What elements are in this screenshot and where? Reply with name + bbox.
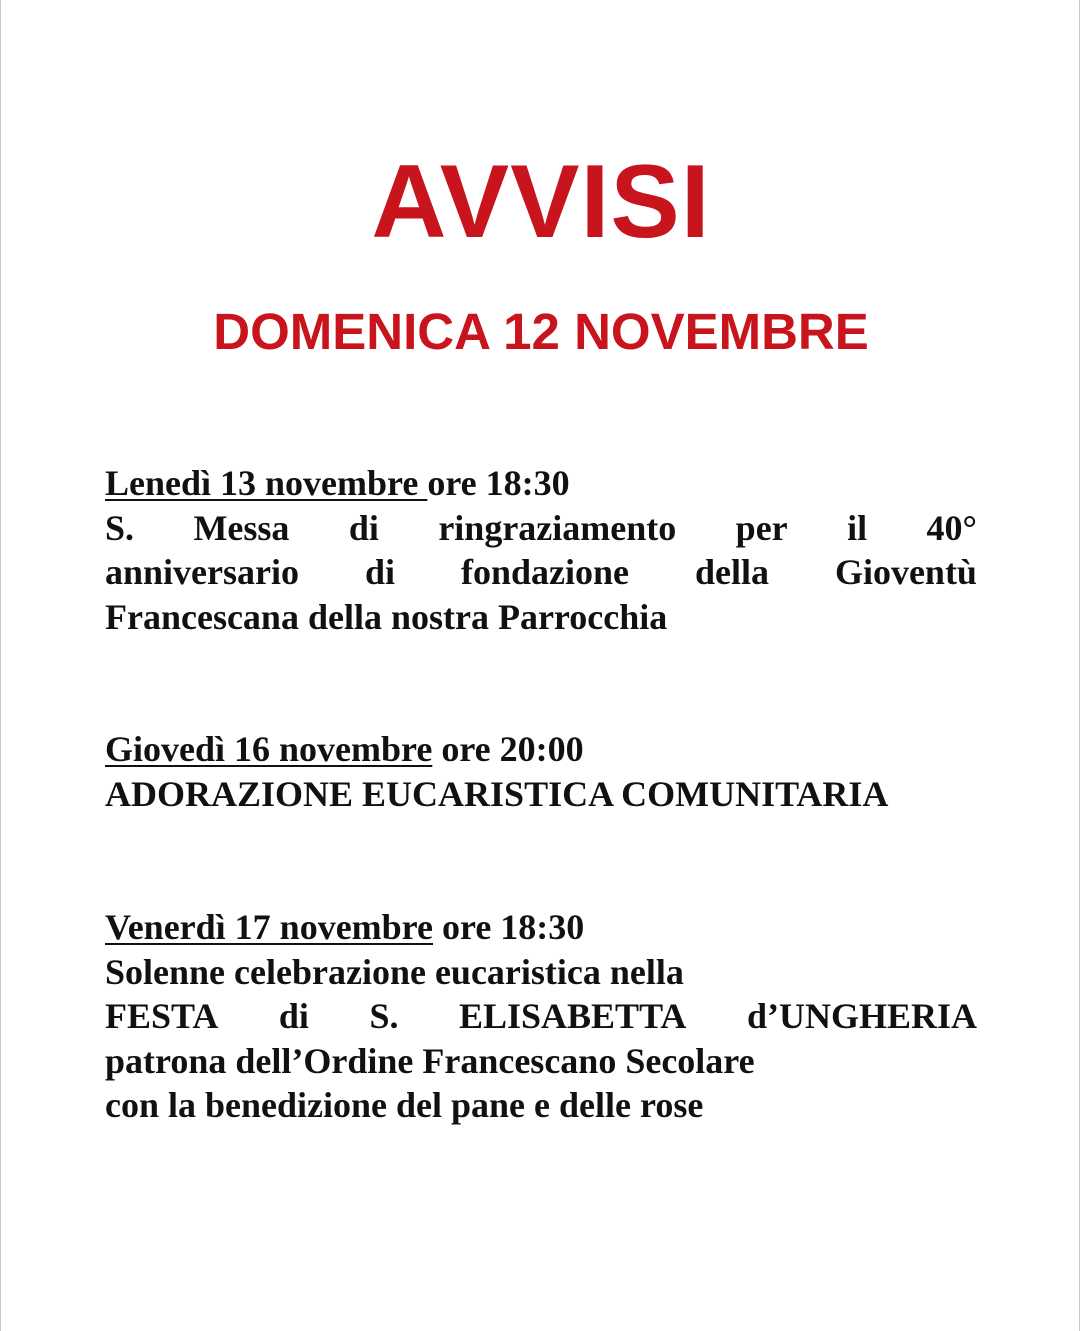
word: d’UNGHERIA bbox=[746, 996, 977, 1036]
page-title: AVVISI bbox=[371, 144, 711, 260]
word: di bbox=[278, 996, 309, 1036]
notice-date: Venerdì 17 novembre bbox=[105, 907, 433, 947]
notice-time: ore 18:30 bbox=[433, 907, 585, 947]
word: 40° bbox=[926, 507, 977, 548]
word: fondazione bbox=[460, 552, 629, 592]
notice-friday bbox=[105, 905, 977, 1128]
word: di bbox=[364, 552, 395, 592]
notice-thursday bbox=[105, 727, 977, 816]
notice-body-line: con la benedizione del pane e delle rose bbox=[105, 1085, 704, 1125]
notice-body-line bbox=[105, 994, 977, 1039]
notice-time: ore 20:00 bbox=[432, 729, 584, 769]
word: ringraziamento bbox=[438, 507, 677, 548]
notice-heading bbox=[105, 461, 977, 506]
word: per bbox=[735, 507, 788, 548]
notice-body-line: Solenne celebrazione eucaristica nella bbox=[105, 951, 684, 992]
notice-date: Lenedì 13 novembre bbox=[105, 463, 428, 503]
notice-monday bbox=[105, 461, 977, 639]
notice-body-line bbox=[105, 550, 977, 595]
word: di bbox=[348, 507, 379, 548]
notice-body-line bbox=[105, 506, 977, 551]
notice-body-line: Francescana della nostra Parrocchia bbox=[105, 596, 668, 637]
word: il bbox=[847, 507, 868, 548]
notice-body-line: patrona dell’Ordine Francescano Secolare bbox=[105, 1040, 755, 1081]
word: ELISABETTA bbox=[458, 996, 687, 1036]
word: Gioventù bbox=[834, 552, 977, 592]
notice-time: ore 18:30 bbox=[427, 463, 570, 503]
word: anniversario bbox=[105, 552, 299, 592]
page-subtitle: DOMENICA 12 NOVEMBRE bbox=[213, 303, 869, 360]
word: S. bbox=[105, 507, 135, 548]
word: della bbox=[694, 552, 769, 592]
word: S. bbox=[369, 996, 399, 1036]
notice-date: Giovedì 16 novembre bbox=[105, 729, 433, 769]
notice-heading bbox=[105, 727, 977, 772]
word: Messa bbox=[193, 507, 290, 548]
word: FESTA bbox=[105, 996, 219, 1036]
notice-heading bbox=[105, 905, 977, 950]
notice-body-line: ADORAZIONE EUCARISTICA COMUNITARIA bbox=[105, 773, 889, 814]
